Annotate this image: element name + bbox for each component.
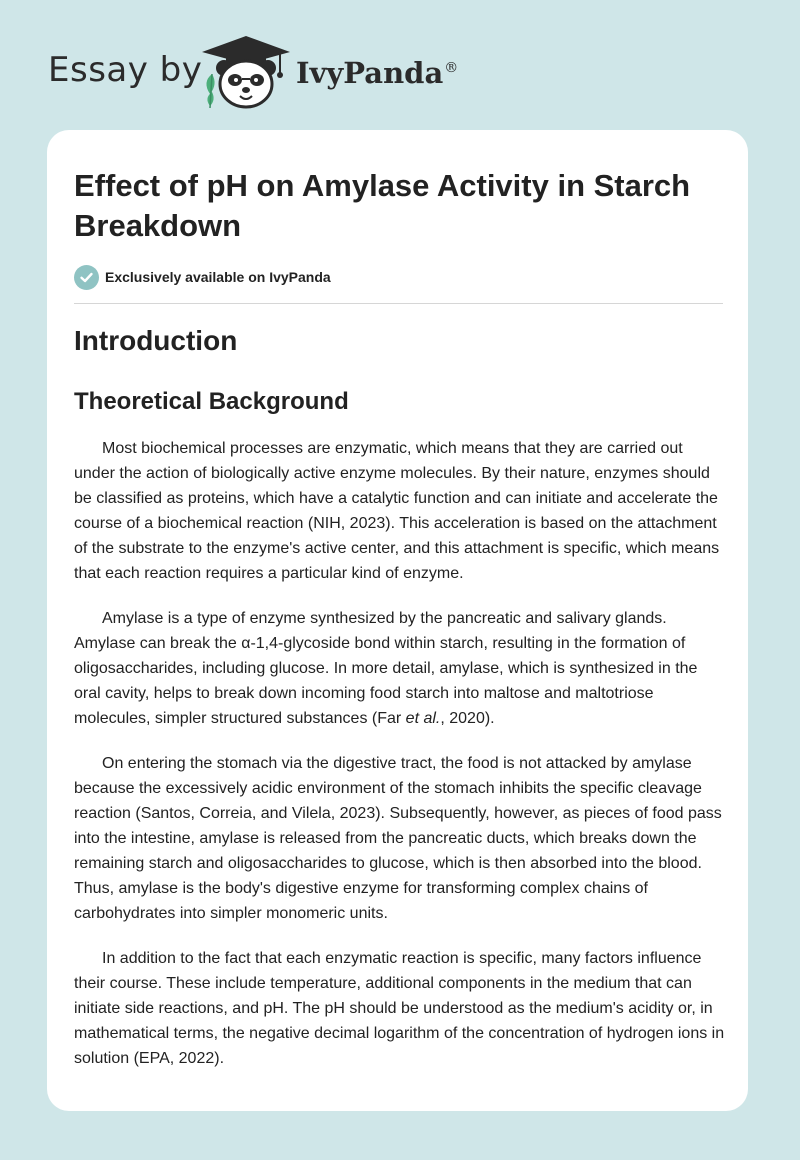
page-title: Effect of pH on Amylase Activity in Starch Breakdown [74, 168, 691, 243]
section-heading: Introduction [74, 325, 238, 356]
site-header [0, 0, 800, 130]
check-circle-icon [74, 265, 99, 290]
registered-mark: ® [444, 60, 459, 77]
panda-graduate-logo-icon[interactable] [200, 34, 292, 110]
badge-text: Exclusively available on IvyPanda [105, 269, 331, 285]
brand-name[interactable]: IvyPanda® [296, 56, 459, 90]
article-body [74, 436, 725, 1091]
essay-card [47, 130, 748, 1111]
paragraph: Amylase is a type of enzyme synthesized by the pancreatic and salivary glands. Amylase can break the α-1,4-glycoside bond within starch, resulting in the formation of oligosaccharides, including glucose. In more detail, amylase, which is synthesized in the oral cavity, helps to break down incoming food starch into maltose and maltotriose molecules, simpler structured substances (Far et al., 2020). [74, 610, 698, 727]
brand-prefix: Essay by [48, 50, 203, 90]
paragraph: On entering the stomach via the digestive tract, the food is not attacked by amylase because the excessively acidic environment of the stomach inhibits the specific cleavage reaction (Santos, Correia, and Vilela, 2023). Subsequently, however, as pieces of food pass into the intestine, amylase is released from the pancreatic ducts, which breaks down the remaining starch and oligosaccharides to glucose, which is then absorbed into the blood. Thus, amylase is the body's digestive enzyme for transforming complex chains of carbohydrates into simpler monomeric units. [74, 755, 722, 922]
exclusive-badge [74, 264, 331, 290]
divider [74, 303, 723, 304]
paragraph: Most biochemical processes are enzymatic, which means that they are carried out under the action of biologically active enzyme molecules. By their nature, enzymes should be classified as proteins, which have a catalytic function and can initiate and accelerate the course of a biochemical reaction (NIH, 2023). This acceleration is based on the attachment of the substrate to the enzyme's active center, and this attachment is specific, which means that each reaction requires a particular kind of enzyme. [74, 440, 720, 582]
subsection-heading: Theoretical Background [74, 388, 349, 415]
paragraph: In addition to the fact that each enzymatic reaction is specific, many factors influence their course. These include temperature, additional components in the medium that can initiate side reactions, and pH. The pH should be understood as the medium's acidity or, in mathematical terms, the negative decimal logarithm of the concentration of hydrogen ions in solution (EPA, 2022). [74, 950, 725, 1067]
